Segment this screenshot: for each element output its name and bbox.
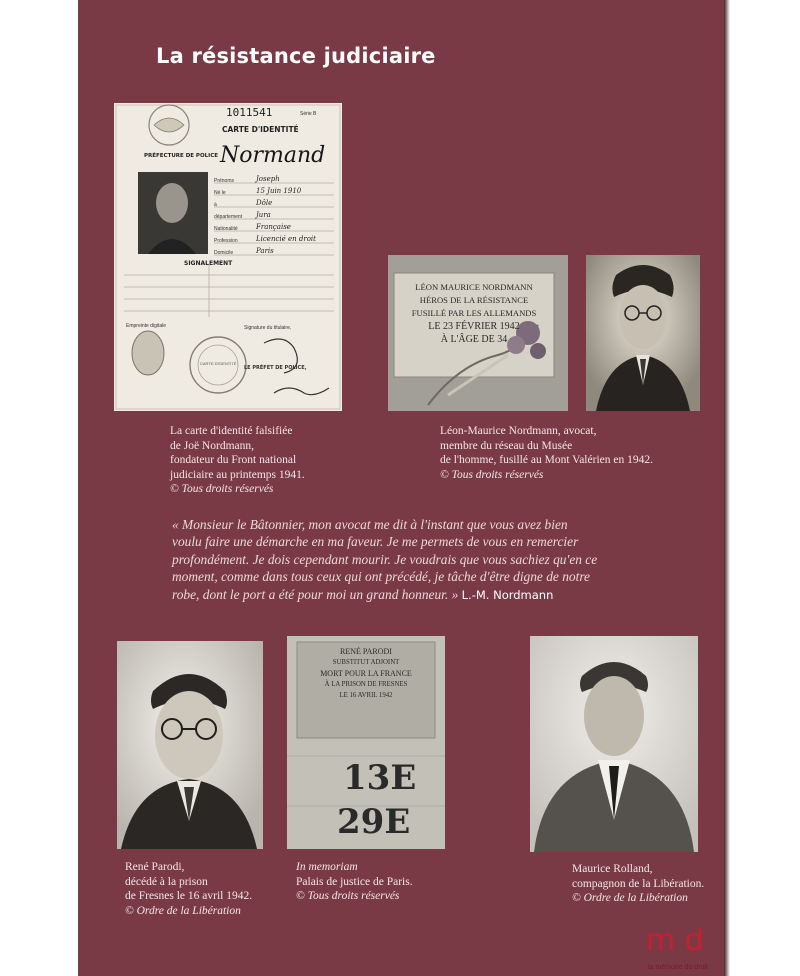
- publisher-logo: [646, 924, 726, 976]
- id-card-prefet: LE PRÉFET DE POLICE,: [244, 365, 307, 371]
- quote-line: profondément. Je dois cependant mourir. Je voudrais que vous sachiez qu'en ce: [172, 551, 598, 567]
- id-field-label: à: [214, 202, 217, 208]
- id-field-value: Dôle: [256, 199, 273, 207]
- plaque-nordmann-photo: [388, 255, 568, 411]
- plaque-number-29: 29E: [337, 802, 411, 842]
- id-card-serie: Série B: [300, 111, 317, 117]
- logo-tagline: la mémoire du droit: [648, 964, 708, 971]
- caption-line: judiciaire au printemps 1941.: [170, 468, 305, 481]
- quote-author: L.-M. Nordmann: [461, 587, 554, 602]
- plaque-line: HÉROS DE LA RÉSISTANCE: [419, 295, 529, 305]
- caption-rolland: [572, 862, 704, 906]
- portrait-parodi: [117, 641, 263, 849]
- caption-line: La carte d'identité falsifiée: [170, 425, 293, 437]
- logo-mark: m d: [646, 923, 704, 958]
- caption-line: René Parodi,: [125, 861, 185, 873]
- id-card-prefecture: PRÉFECTURE DE POLICE: [144, 153, 218, 159]
- id-field-value: 15 Juin 1910: [256, 187, 302, 195]
- id-field-label: Né le: [214, 190, 226, 196]
- caption-id-card: [170, 424, 305, 497]
- page-title: La résistance judiciaire: [156, 44, 436, 68]
- plaque-line: MORT POUR LA FRANCE: [320, 669, 412, 678]
- caption-line: Léon-Maurice Nordmann, avocat,: [440, 425, 597, 437]
- caption-line: Maurice Rolland,: [572, 863, 653, 875]
- id-field-label: Nationalité: [214, 226, 238, 232]
- plaque-line: LE 23 FÉVRIER 1942: [428, 321, 520, 332]
- quote-block: [172, 516, 708, 604]
- plaque-line: LÉON MAURICE NORDMANN: [415, 282, 533, 292]
- plaque-line: SUBSTITUT ADJOINT: [332, 659, 400, 666]
- plaque-line: FUSILLÉ PAR LES ALLEMANDS: [411, 308, 537, 318]
- caption-credit: © Tous droits réservés: [440, 468, 544, 481]
- caption-line: Palais de justice de Paris.: [296, 875, 413, 888]
- quote-line: voulu faire une démarche en ma faveur. Je me permets de vous en remercier: [172, 534, 579, 550]
- caption-credit: © Ordre de la Libération: [572, 892, 688, 904]
- plaque-number-13: 13E: [343, 758, 417, 798]
- caption-line: membre du réseau du Musée: [440, 439, 573, 452]
- caption-credit: © Tous droits réservés: [170, 483, 274, 495]
- id-card-number: 1011541: [226, 106, 273, 119]
- id-field-value: Joseph: [256, 175, 280, 183]
- id-field-value: Paris: [256, 247, 274, 255]
- caption-line: de Fresnes le 16 avril 1942.: [125, 890, 253, 902]
- id-card-surname: Normand: [220, 143, 326, 168]
- caption-line: compagnon de la Libération.: [572, 877, 705, 890]
- caption-line: In memoriam: [296, 861, 358, 873]
- caption-memoriam: [296, 860, 413, 904]
- caption-line: de l'homme, fusillé au Mont Valérien en 1942.: [440, 454, 653, 466]
- caption-credit: © Tous droits réservés: [296, 890, 400, 902]
- page-margin: [724, 0, 800, 976]
- plaque-line: À L'ÂGE DE 34: [440, 334, 508, 345]
- id-field-label: Domicile: [214, 250, 234, 256]
- quote-line: robe, dont le port a été pour moi un grand honneur. »: [172, 586, 459, 602]
- portrait-nordmann: [586, 255, 700, 411]
- caption-line: décédé à la prison: [125, 875, 208, 888]
- plaque-line: LE 16 AVRIL 1942: [339, 692, 393, 699]
- caption-credit: © Ordre de la Libération: [125, 904, 241, 917]
- id-card-photo: [114, 103, 342, 411]
- id-card-stamp-text: CARTE D'IDENTITÉ: [200, 361, 237, 366]
- plaque-line: RENÉ PARODI: [340, 647, 392, 656]
- caption-parodi: [125, 860, 252, 918]
- id-field-value: Licencié en droit: [256, 235, 316, 243]
- caption-line: de Joë Nordmann,: [170, 439, 254, 452]
- quote-line: moment, comme dans tous ceux qui ont précédé, je tâche d'être digne de notre: [172, 569, 590, 585]
- id-card-empreinte: Empreinte digitale: [126, 323, 167, 329]
- id-card-signature: Signature du titulaire,: [244, 325, 292, 331]
- plaque-line: À LA PRISON DE FRESNES: [324, 681, 408, 688]
- id-field-label: Profession: [214, 238, 238, 244]
- id-field-value: Jura: [256, 211, 271, 219]
- caption-line: fondateur du Front national: [170, 454, 297, 466]
- portrait-rolland: [530, 636, 698, 852]
- id-field-label: Prénoms: [214, 178, 235, 184]
- caption-nordmann: [440, 424, 653, 482]
- id-field-value: Française: [256, 223, 291, 231]
- id-card-heading: CARTE D'IDENTITÉ: [222, 125, 299, 134]
- quote-line: « Monsieur le Bâtonnier, mon avocat me dit à l'instant que vous avez bien: [172, 517, 568, 532]
- id-card-signalement: SIGNALEMENT: [184, 260, 233, 267]
- plaque-parodi-photo: [287, 636, 445, 849]
- id-field-label: département: [214, 214, 243, 220]
